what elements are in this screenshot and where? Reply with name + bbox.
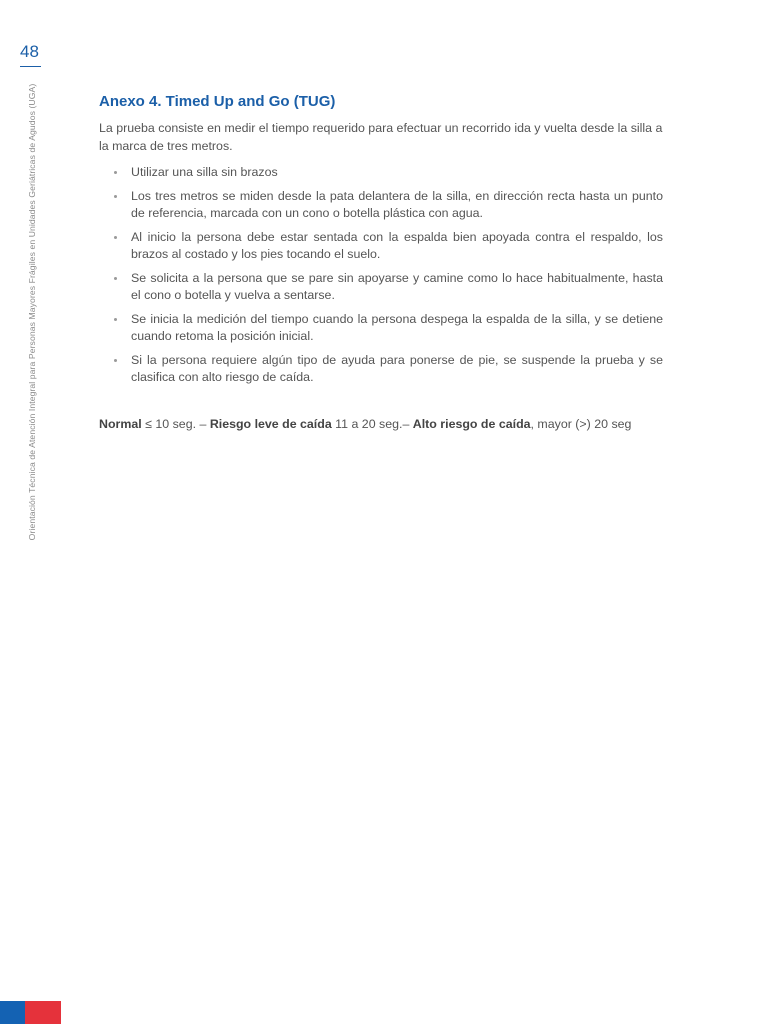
list-item-text: Se inicia la medición del tiempo cuando la persona despega la espalda de la silla, y se detiene cuando retoma la posición inicial. [131, 311, 663, 343]
list-item-text: Si la persona requiere algún tipo de ayuda para ponerse de pie, se suspende la prueba y se clasifica con alto riesgo de caída. [131, 352, 663, 384]
bullet-icon [114, 171, 117, 174]
list-item-text: Los tres metros se miden desde la pata delantera de la silla, en dirección recta hasta un punto de referencia, marcada con un cono o botella plástica con agua. [131, 188, 663, 220]
section-title: Anexo 4. Timed Up and Go (TUG) [99, 93, 336, 110]
list-item [99, 270, 663, 305]
intro-paragraph: La prueba consiste en medir el tiempo requerido para efectuar un recorrido ida y vuelta desde la silla a la marca de tres metros. [99, 121, 663, 153]
high-risk-value: , mayor (>) 20 seg [530, 416, 632, 431]
flag-stripe-blue [0, 1001, 25, 1024]
list-item [99, 229, 663, 264]
page-number: 48 [20, 42, 39, 61]
list-item-text: Se solicita a la persona que se pare sin apoyarse y camine como lo hace habitualmente, hasta el cono o botella y vuelva a sentarse. [131, 270, 663, 302]
running-header-vertical: Orientación Técnica de Atención Integral para Personas Mayores Frágiles en Unidades Geriátricas de Agudos (UGA) [27, 83, 37, 541]
list-item-text: Al inicio la persona debe estar sentada con la espalda bien apoyada contra el respaldo, los brazos al costado y los pies tocando el suelo. [131, 229, 663, 261]
bullet-icon [114, 359, 117, 362]
list-item [99, 311, 663, 346]
bullet-icon [114, 277, 117, 280]
bullet-icon [114, 318, 117, 321]
list-item [99, 188, 663, 223]
mild-risk-value: 11 a 20 seg.– [331, 416, 413, 431]
list-item-text: Utilizar una silla sin brazos [131, 165, 278, 179]
list-item [99, 352, 663, 387]
mild-risk-label: Riesgo leve de caída [209, 416, 332, 431]
high-risk-label: Alto riesgo de caída [412, 416, 531, 431]
normal-value: ≤ 10 seg. – [141, 416, 210, 431]
bullet-icon [114, 236, 117, 239]
normal-label: Normal [99, 416, 142, 431]
instructions-list [99, 164, 663, 387]
annex-section [99, 92, 663, 433]
bullet-icon [114, 195, 117, 198]
flag-stripe-red [25, 1001, 61, 1024]
risk-classification [99, 415, 663, 433]
list-item [99, 164, 663, 182]
